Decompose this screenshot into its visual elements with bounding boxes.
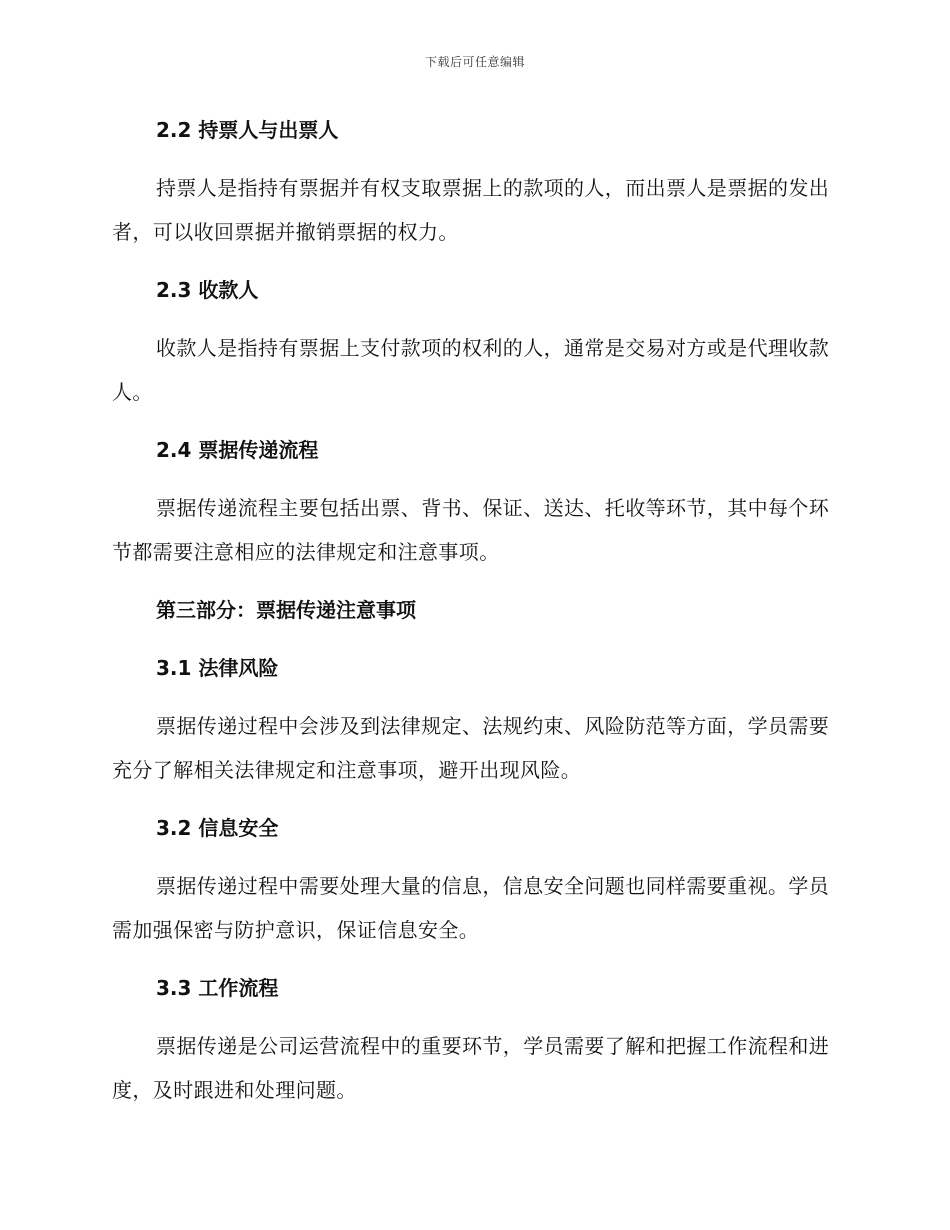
section-paragraph-3-1: 票据传递过程中会涉及到法律规定、法规约束、风险防范等方面，学员需要充分了解相关法律规定和注意事项，避开出现风险。 xyxy=(112,714,830,782)
section-paragraph-2-2: 持票人是指持有票据并有权支取票据上的款项的人，而出票人是票据的发出者，可以收回票据并撤销票据的权力。 xyxy=(112,176,830,244)
part-title-3: 第三部分：票据传递注意事项 xyxy=(156,598,416,622)
section-paragraph-3-3: 票据传递是公司运营流程中的重要环节，学员需要了解和把握工作流程和进度，及时跟进和处理问题。 xyxy=(112,1034,830,1102)
section-paragraph-3-2: 票据传递过程中需要处理大量的信息，信息安全问题也同样需要重视。学员需加强保密与防护意识，保证信息安全。 xyxy=(112,874,830,942)
section-paragraph-2-4: 票据传递流程主要包括出票、背书、保证、送达、托收等环节，其中每个环节都需要注意相应的法律规定和注意事项。 xyxy=(112,496,830,564)
header-note: 下载后可任意编辑 xyxy=(424,55,525,69)
section-paragraph-2-3: 收款人是指持有票据上支付款项的权利的人，通常是交易对方或是代理收款人。 xyxy=(112,336,830,404)
section-heading-3-2: 3.2 信息安全 xyxy=(156,816,279,840)
section-heading-2-2: 2.2 持票人与出票人 xyxy=(156,118,339,142)
section-heading-2-4: 2.4 票据传递流程 xyxy=(156,438,319,462)
section-heading-2-3: 2.3 收款人 xyxy=(156,278,259,302)
section-heading-3-3: 3.3 工作流程 xyxy=(156,976,279,1000)
section-heading-3-1: 3.1 法律风险 xyxy=(156,656,279,680)
document-body xyxy=(112,108,832,1126)
